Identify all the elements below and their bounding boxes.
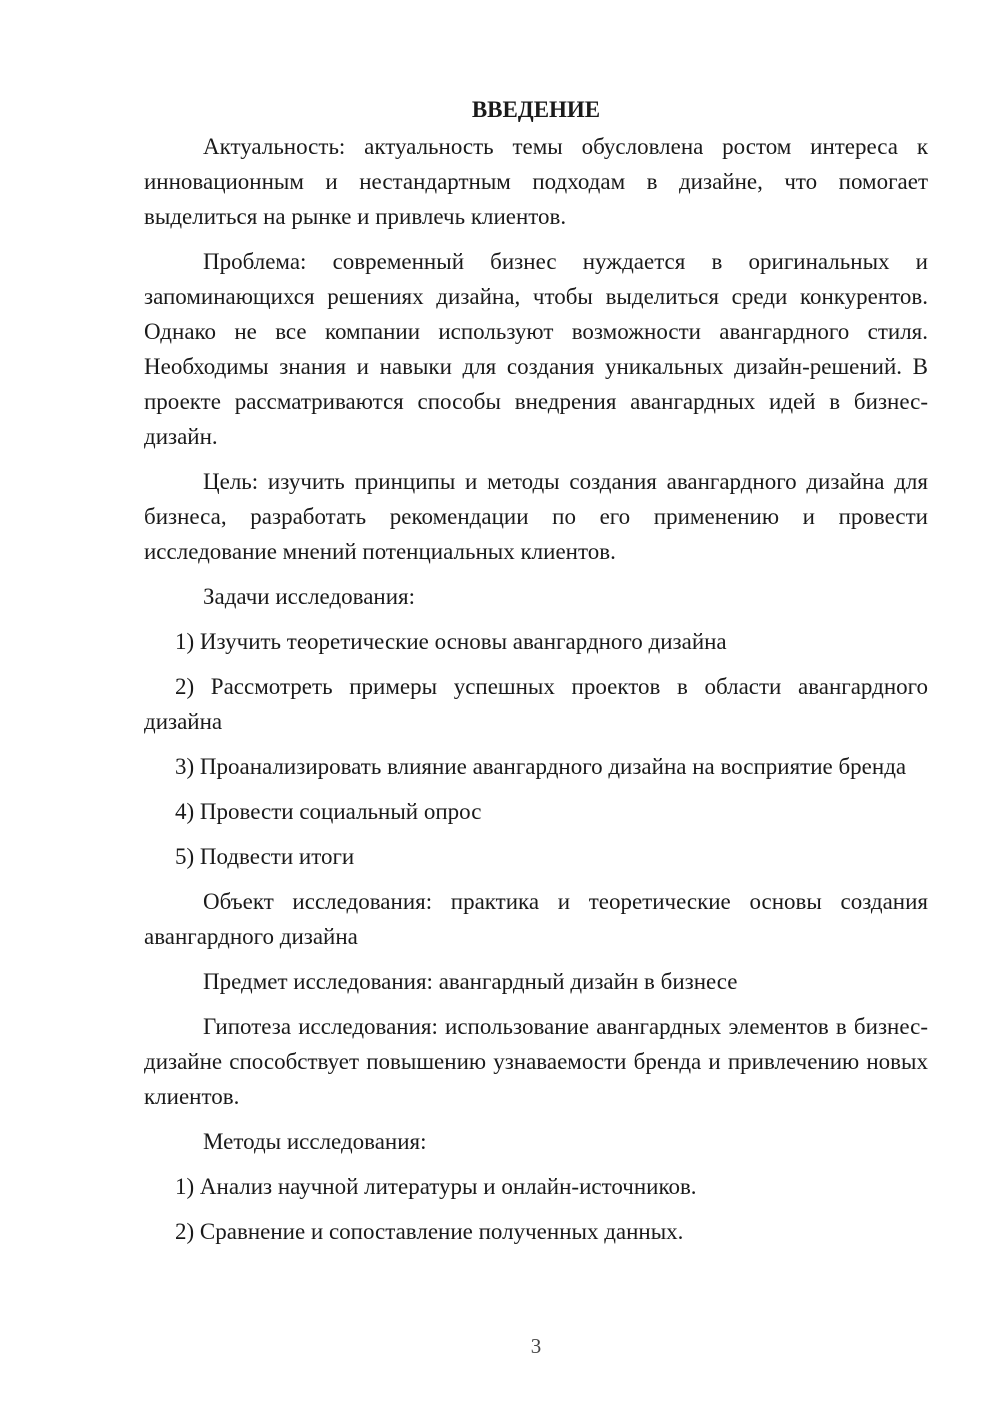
document-body (144, 92, 928, 1259)
method-item: 2) Сравнение и сопоставление полученных данных. (175, 1219, 684, 1244)
task-item: 2) Рассмотреть примеры успешных проектов в области авангардного дизайна (144, 674, 928, 734)
hypothesis-paragraph: Гипотеза исследования: использование авангардных элементов в бизнес-дизайне способствует повышению узнаваемости бренда и привлечению новых клиентов. (144, 1014, 928, 1109)
task-item: 3) Проанализировать влияние авангардного дизайна на восприятие бренда (175, 754, 907, 779)
goal-paragraph: Цель: изучить принципы и методы создания авангардного дизайна для бизнеса, разработать рекомендации по его применению и провести исследование мнений потенциальных клиентов. (144, 469, 928, 564)
task-item: 5) Подвести итоги (175, 844, 355, 869)
task-item: 1) Изучить теоретические основы авангардного дизайна (175, 629, 727, 654)
object-paragraph: Объект исследования: практика и теоретические основы создания авангардного дизайна (144, 889, 928, 949)
methods-heading: Методы исследования: (203, 1129, 427, 1154)
tasks-heading: Задачи исследования: (203, 584, 416, 609)
section-title: ВВЕДЕНИЕ (471, 97, 601, 122)
page-number: 3 (530, 1334, 542, 1358)
method-item: 1) Анализ научной литературы и онлайн-источников. (175, 1174, 697, 1199)
problem-paragraph: Проблема: современный бизнес нуждается в оригинальных и запоминающихся решениях дизайна, чтобы выделиться среди конкурентов. Однако не все компании используют возможности авангардного стиля. Необходимы знания и навыки для создания уникальных дизайн-решений. В проекте рассматриваются способы внедрения авангардных идей в бизнес-дизайн. (144, 249, 928, 449)
subject-paragraph: Предмет исследования: авангардный дизайн в бизнесе (203, 969, 738, 994)
relevance-paragraph: Актуальность: актуальность темы обусловлена ростом интереса к инновационным и нестандартным подходам в дизайне, что помогает выделиться на рынке и привлечь клиентов. (144, 134, 928, 229)
task-item: 4) Провести социальный опрос (175, 799, 482, 824)
